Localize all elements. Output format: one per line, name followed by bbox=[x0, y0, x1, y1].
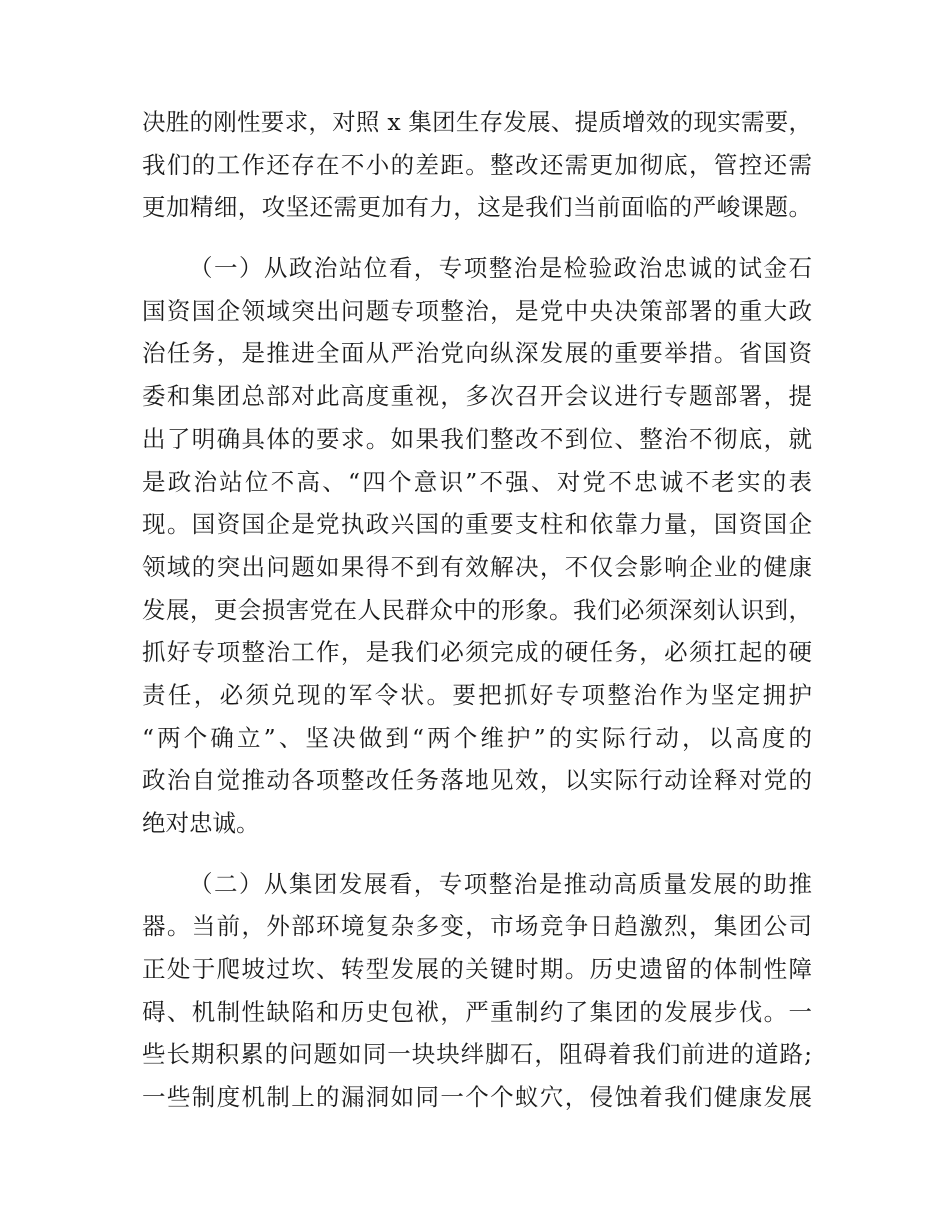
paragraph-political-stance bbox=[142, 247, 812, 845]
text-line: 绝对忠诚。 bbox=[142, 809, 260, 837]
paragraph-continuation bbox=[142, 101, 812, 229]
paragraph-group-development bbox=[142, 863, 812, 1119]
text-line: 碍、机制性缺陷和历史包袱，严重制约了集团的发展步伐。一 bbox=[142, 997, 812, 1026]
text-line: 责任，必须兑现的军令状。要把抓好专项整治作为坚定拥护 bbox=[142, 680, 812, 709]
text-line: 领域的突出问题如果得不到有效解决，不仅会影响企业的健康 bbox=[142, 552, 812, 581]
text-line: 委和集团总部对此高度重视，多次召开会议进行专题部署，提 bbox=[142, 382, 812, 411]
text-line: 出了明确具体的要求。如果我们整改不到位、整治不彻底，就 bbox=[142, 424, 812, 453]
section-heading-line: （一）从政治站位看，专项整治是检验政治忠诚的试金石 bbox=[189, 254, 812, 283]
text-line: 是政治站位不高、“四个意识”不强、对党不忠诚不老实的表 bbox=[142, 467, 812, 496]
text-line: 器。当前，外部环境复杂多变，市场竞争日趋激烈，集团公司 bbox=[142, 912, 812, 941]
text-line: 决胜的刚性要求，对照 x 集团生存发展、提质增效的现实需要， bbox=[142, 108, 812, 136]
text-line: 抓好专项整治工作，是我们必须完成的硬任务，必须扛起的硬 bbox=[142, 638, 812, 667]
text-line: 我们的工作还存在不小的差距。整改还需更加彻底，管控还需 bbox=[142, 150, 812, 179]
text-line: 些长期积累的问题如同一块块绊脚石，阻碍着我们前进的道路; bbox=[142, 1040, 812, 1069]
text-line: 国资国企领域突出问题专项整治，是党中央决策部署的重大政 bbox=[142, 296, 812, 325]
text-line: 政治自觉推动各项整改任务落地见效，以实际行动诠释对党的 bbox=[142, 766, 812, 795]
text-line: 一些制度机制上的漏洞如同一个个蚁穴，侵蚀着我们健康发展 bbox=[142, 1083, 812, 1112]
text-line: 现。国资国企是党执政兴国的重要支柱和依靠力量，国资国企 bbox=[142, 510, 812, 539]
text-line: “两个确立”、坚决做到“两个维护”的实际行动，以高度的 bbox=[142, 723, 812, 752]
text-line: 更加精细，攻坚还需更加有力，这是我们当前面临的严峻课题。 bbox=[142, 193, 812, 222]
document-body bbox=[142, 101, 812, 1119]
text-line: 正处于爬坡过坎、转型发展的关键时期。历史遗留的体制性障 bbox=[142, 955, 812, 984]
text-line: 发展，更会损害党在人民群众中的形象。我们必须深刻认识到， bbox=[142, 595, 812, 624]
section-heading-line: （二）从集团发展看，专项整治是推动高质量发展的助推 bbox=[189, 869, 812, 898]
text-line: 治任务，是推进全面从严治党向纵深发展的重要举措。省国资 bbox=[142, 339, 812, 368]
